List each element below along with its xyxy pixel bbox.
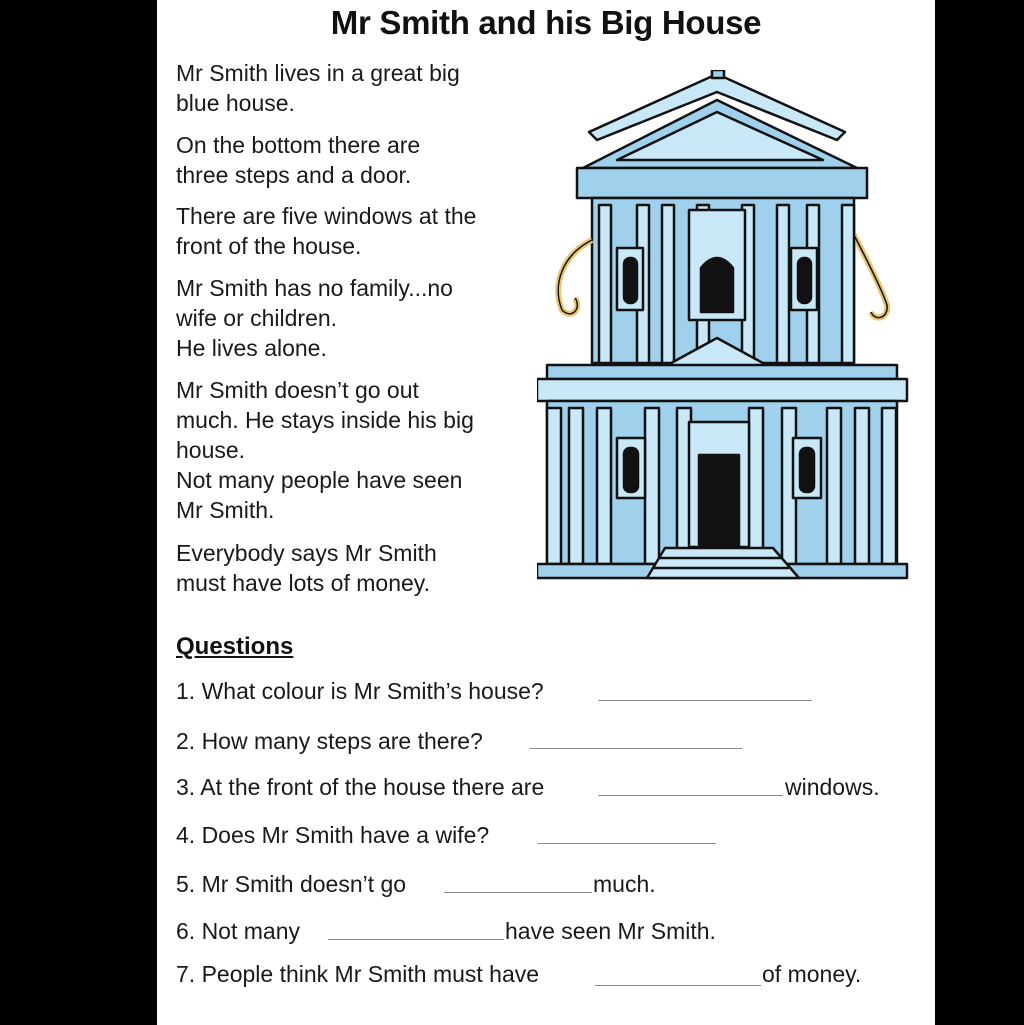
- question-4: [176, 822, 489, 849]
- question-6: [176, 918, 300, 945]
- upper-window-center: [701, 258, 733, 312]
- lower-column: [749, 408, 763, 564]
- story-line: Mr Smith.: [176, 497, 275, 523]
- middle-cornice: [547, 365, 897, 379]
- lower-window-left: [624, 448, 638, 492]
- story-line: wife or children.: [176, 305, 338, 331]
- question-text: 6. Not many: [176, 918, 300, 944]
- story-line: three steps and a door.: [176, 162, 412, 188]
- story-line: He lives alone.: [176, 335, 327, 361]
- lower-column: [597, 408, 611, 564]
- story-paragraph-1: [176, 58, 460, 118]
- lower-column: [569, 408, 583, 564]
- answer-blank-6[interactable]: [328, 939, 504, 940]
- right-scroll-ornament: [854, 235, 887, 318]
- lower-column: [827, 408, 841, 564]
- story-line: much. He stays inside his big: [176, 407, 474, 433]
- upper-pilaster: [599, 205, 611, 363]
- story-paragraph-4: [176, 273, 453, 363]
- story-paragraph-5: [176, 375, 474, 525]
- roof-finial: [712, 70, 724, 78]
- question-5-suffix: much.: [593, 871, 656, 897]
- lower-window-right: [800, 448, 814, 492]
- lower-column: [855, 408, 869, 564]
- upper-pilaster: [842, 205, 854, 363]
- question-3-suffix: windows.: [785, 774, 880, 800]
- lower-column: [547, 408, 561, 564]
- question-3: [176, 774, 544, 801]
- story-line: blue house.: [176, 90, 295, 116]
- story-line: Everybody says Mr Smith: [176, 540, 437, 566]
- worksheet-title: Mr Smith and his Big House: [330, 4, 762, 41]
- upper-window-right: [798, 258, 811, 303]
- lower-column: [882, 408, 896, 564]
- upper-pilaster: [662, 205, 674, 363]
- answer-blank-4[interactable]: [538, 843, 716, 844]
- question-text: 5. Mr Smith doesn’t go: [176, 871, 407, 897]
- story-line: On the bottom there are: [176, 132, 421, 158]
- question-5: [176, 871, 406, 898]
- story-paragraph-6: [176, 538, 437, 598]
- question-2: [176, 728, 483, 755]
- front-steps: [647, 548, 799, 578]
- story-line: Not many people have seen: [176, 467, 463, 493]
- story-line: Mr Smith doesn’t go out: [176, 377, 419, 403]
- questions-heading: Questions: [176, 633, 294, 660]
- answer-blank-7[interactable]: [595, 985, 761, 986]
- front-door: [699, 455, 739, 547]
- question-7: [176, 961, 539, 988]
- blue-house-illustration: [537, 70, 912, 580]
- story-line: front of the house.: [176, 233, 362, 259]
- answer-blank-1[interactable]: [598, 700, 812, 701]
- answer-blank-5[interactable]: [444, 892, 592, 893]
- story-line: house.: [176, 437, 246, 463]
- story-paragraph-3: [176, 201, 476, 261]
- question-text: 1. What colour is Mr Smith’s house?: [176, 678, 544, 704]
- question-text: 2. How many steps are there?: [176, 728, 483, 754]
- story-line: must have lots of money.: [176, 570, 430, 596]
- question-6-suffix: have seen Mr Smith.: [505, 918, 716, 944]
- lower-column: [645, 408, 659, 564]
- story-line: Mr Smith has no family...no: [176, 275, 453, 301]
- question-1: [176, 678, 544, 705]
- story-line: There are five windows at the: [176, 203, 477, 229]
- story-line: Mr Smith lives in a great big: [176, 60, 460, 86]
- answer-blank-3[interactable]: [598, 795, 783, 796]
- question-text: 3. At the front of the house there are: [176, 774, 545, 800]
- upper-pilaster: [777, 205, 789, 363]
- worksheet: [157, 0, 935, 1025]
- answer-blank-2[interactable]: [530, 748, 742, 749]
- middle-band: [537, 379, 907, 401]
- question-7-suffix: of money.: [762, 961, 862, 987]
- upper-cornice: [577, 168, 867, 198]
- story-paragraph-2: [176, 130, 420, 190]
- question-text: 4. Does Mr Smith have a wife?: [176, 822, 490, 848]
- upper-window-left: [624, 258, 637, 303]
- question-text: 7. People think Mr Smith must have: [176, 961, 540, 987]
